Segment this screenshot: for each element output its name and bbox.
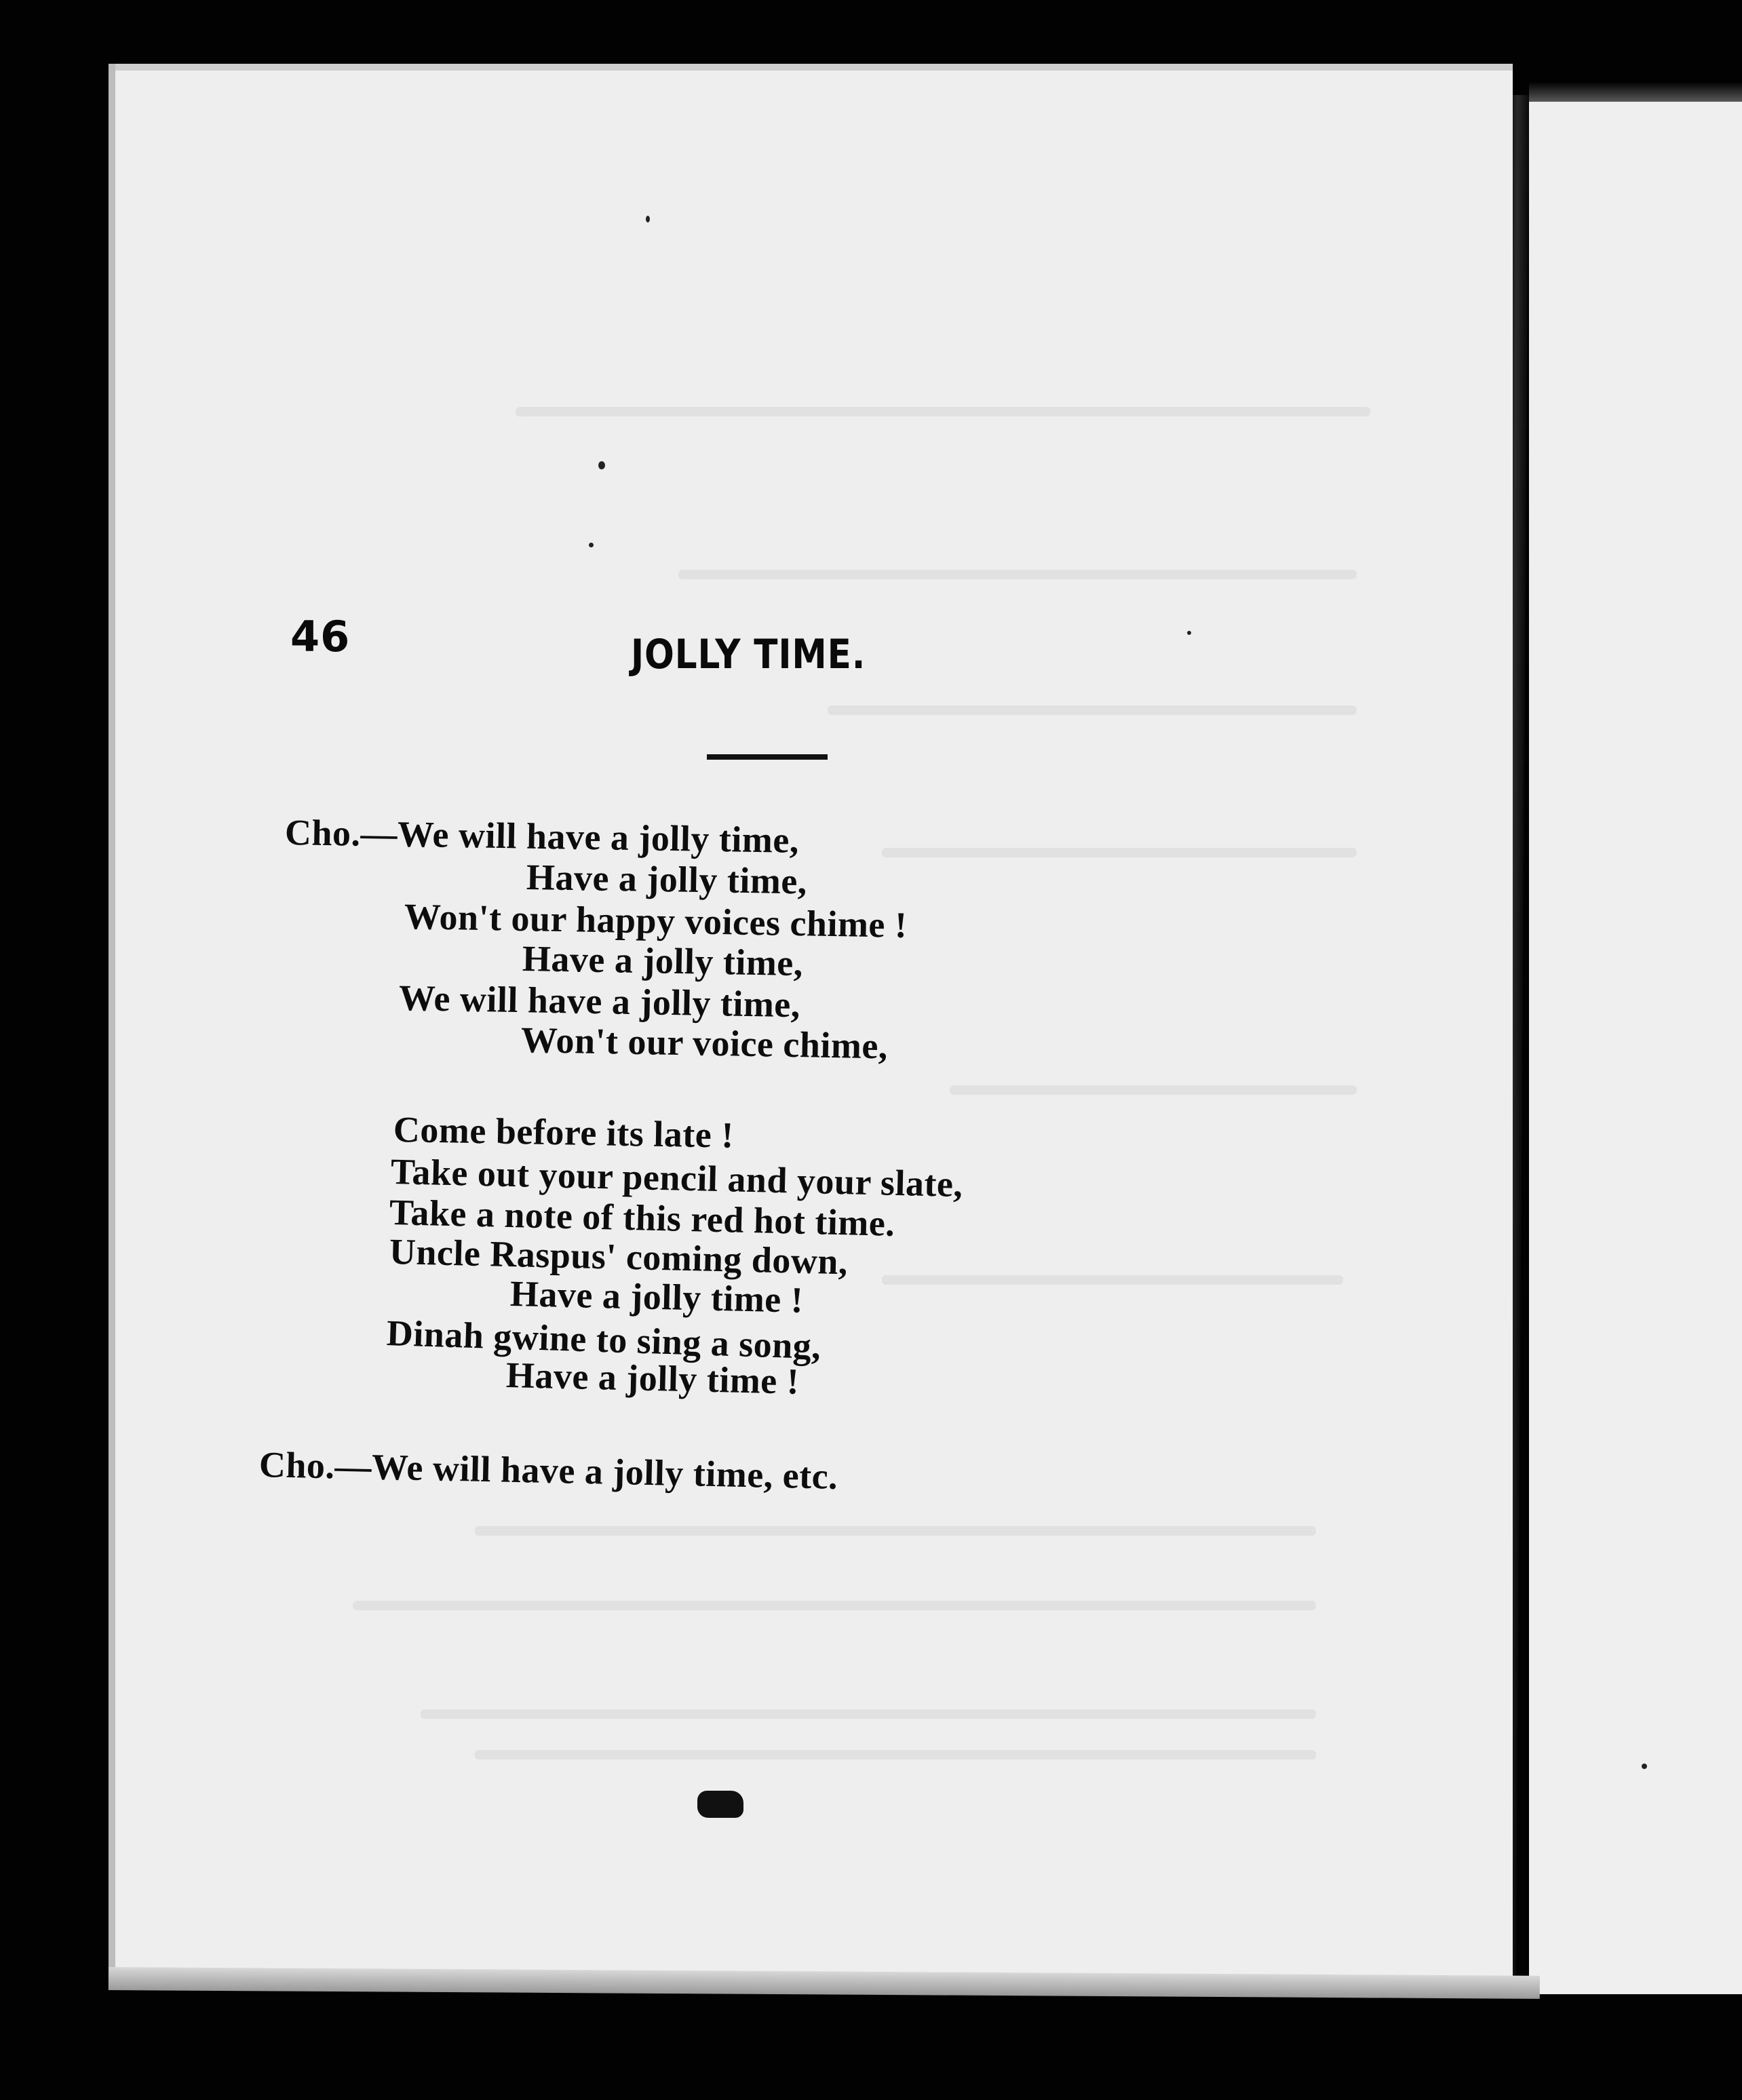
bleed-through-line: [882, 848, 1357, 857]
chorus-first-line: [285, 811, 800, 861]
page-ornament: [697, 1791, 743, 1818]
verse-line: Come before its late !: [393, 1109, 735, 1156]
facing-page: [1529, 102, 1742, 1994]
chorus-label: Cho.—: [284, 812, 398, 855]
chorus-label: Cho.—: [258, 1444, 372, 1488]
bleed-through-line: [516, 407, 1370, 416]
verse-line: Take out your pencil and your slate,: [390, 1151, 964, 1205]
verse-line: Uncle Raspus' coming down,: [389, 1231, 849, 1283]
verse-line: Have a jolly time !: [509, 1273, 804, 1321]
chorus-line: We will have a jolly time,: [398, 977, 801, 1026]
dust-speck: [646, 216, 650, 222]
bleed-through-line: [882, 1275, 1343, 1285]
chorus-line: Won't our voice chime,: [520, 1019, 889, 1067]
bleed-through-line: [828, 705, 1357, 715]
bleed-through-line: [475, 1526, 1316, 1536]
verse-line: Take a note of this red hot time.: [389, 1192, 895, 1244]
bleed-through-line: [475, 1750, 1316, 1759]
bleed-through-line: [950, 1085, 1357, 1095]
bleed-through-line: [353, 1601, 1316, 1610]
chorus-line: Have a jolly time,: [526, 857, 808, 902]
page-number: 46: [290, 612, 351, 661]
book-page: [109, 64, 1513, 1977]
song-title: JOLLY TIME.: [631, 631, 866, 678]
chorus-line: Won't our happy voices chime !: [404, 896, 908, 946]
chorus-line: Have a jolly time,: [522, 938, 804, 984]
bleed-through-line: [678, 570, 1357, 579]
verse-line: Dinah gwine to sing a song,: [386, 1312, 822, 1367]
verse-line: Have a jolly time !: [505, 1355, 800, 1402]
chorus-line-text: We will have a jolly time,: [397, 813, 800, 861]
dust-speck: [1642, 1764, 1647, 1769]
title-rule: [707, 754, 828, 760]
dust-speck: [1187, 631, 1191, 635]
bleed-through-line: [421, 1709, 1316, 1719]
dust-speck: [589, 543, 594, 547]
chorus-line-text: We will have a jolly time, etc.: [371, 1446, 838, 1497]
dust-speck: [598, 461, 605, 469]
